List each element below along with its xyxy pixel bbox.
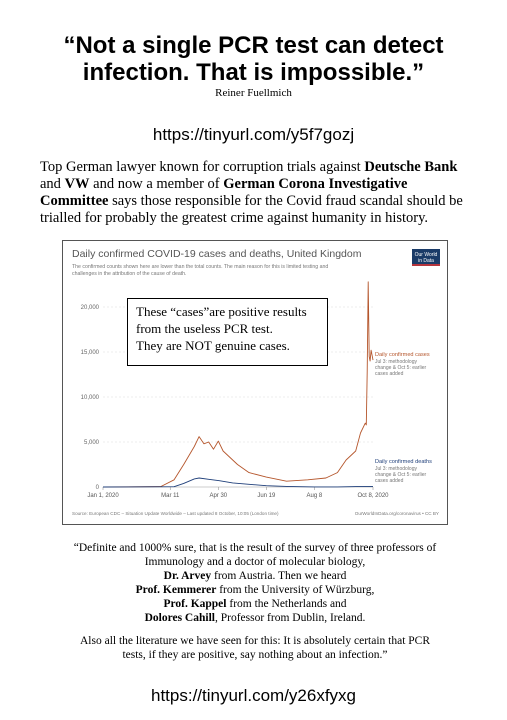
- quote-paragraph-1: [70, 541, 440, 625]
- headline-line-2: infection. That is impossible.”: [82, 59, 425, 86]
- x-tick-label: Aug 8: [306, 493, 323, 499]
- chart-source: Source: European CDC – Situation Update Worldwide – Last updated 8 October, 10:05 (London time): [72, 511, 279, 516]
- x-tick-label: Apr 30: [209, 493, 228, 499]
- deaths-annotation-name: Daily confirmed deaths: [375, 459, 432, 465]
- intro-bold: VW: [64, 176, 90, 192]
- intro-paragraph: [40, 159, 470, 227]
- callout-line-3: They are NOT genuine cases.: [136, 338, 290, 353]
- quote-text: from Austria. Then we heard: [211, 570, 347, 582]
- deaths-annotation: [375, 459, 432, 484]
- intro-text: Top German lawyer known for corruption trials against: [40, 159, 365, 175]
- intro-text: and: [40, 176, 65, 192]
- deaths-series-line: [103, 478, 373, 487]
- cases-annotation: [375, 352, 430, 377]
- x-tick-label: Oct 8, 2020: [357, 493, 389, 499]
- owid-logo-line-2: in Data: [418, 258, 434, 264]
- chart-svg: [63, 241, 447, 524]
- quote-name: Prof. Kemmerer: [135, 584, 217, 596]
- deaths-annotation-note-2: change & Oct 5: earlier: [375, 472, 427, 478]
- quote-name: Prof. Kappel: [163, 598, 227, 610]
- owid-logo-line-1: Our World: [414, 252, 438, 258]
- cases-annotation-note-2: change & Oct 5: earlier: [375, 365, 427, 371]
- cases-annotation-name: Daily confirmed cases: [375, 352, 430, 358]
- chart-subtitle-line-2: challenges in the attribution of the cause of death.: [72, 271, 187, 277]
- chart-title: Daily confirmed COVID-19 cases and deaths, United Kingdom: [72, 248, 362, 260]
- deaths-annotation-note-3: cases added: [375, 478, 404, 484]
- quote-text: , Professor from Dublin, Ireland.: [214, 612, 366, 624]
- quote-block: [70, 541, 440, 662]
- callout-line-1: These “cases”are positive results: [136, 304, 307, 319]
- url-top[interactable]: https://tinyurl.com/y5f7gozj: [152, 125, 355, 144]
- deaths-annotation-note-1: Jul 3: methodology: [375, 466, 417, 472]
- intro-bold: German Corona Investigative Committee: [40, 176, 408, 209]
- y-tick-label: 0: [95, 485, 99, 491]
- y-tick-label: 10,000: [80, 395, 99, 401]
- y-axis-ticks: [81, 305, 100, 491]
- url-bottom[interactable]: https://tinyurl.com/y26xfyxg: [150, 686, 357, 705]
- quote-text: from the Netherlands and: [226, 598, 347, 610]
- chart-footer-right: OurWorldInData.org/coronavirus • CC BY: [354, 511, 439, 516]
- headline: [0, 32, 507, 86]
- x-tick-label: Jan 1, 2020: [87, 493, 119, 499]
- x-tick-label: Jun 19: [257, 493, 276, 499]
- quote-text: “Definite and 1000% sure, that is the result of the survey of three professors of Immunology and a doctor of molecular biology,: [73, 542, 437, 568]
- y-tick-label: 5,000: [83, 440, 99, 446]
- chart-frame: [62, 240, 448, 525]
- owid-logo: [412, 249, 440, 266]
- y-tick-label: 15,000: [80, 350, 99, 356]
- callout-line-2: from the useless PCR test.: [136, 321, 273, 336]
- intro-bold: Deutsche Bank: [364, 159, 458, 175]
- quote-paragraph-2: Also all the literature we have seen for this: It is absolutely certain that PCR tests, if they are positive, say nothing about an infection.”: [79, 635, 431, 661]
- headline-line-1: “Not a single PCR test can detect: [63, 32, 444, 59]
- callout-box: [127, 298, 328, 366]
- quote-name: Dr. Arvey: [163, 570, 212, 582]
- quote-text: from the University of Würzburg,: [216, 584, 375, 596]
- cases-annotation-note-3: cases added: [375, 371, 404, 377]
- cases-annotation-note-1: Jul 3: methodology: [375, 359, 417, 365]
- x-tick-label: Mar 11: [161, 493, 180, 499]
- y-tick-label: 20,000: [80, 305, 99, 311]
- owid-logo-stripe: [412, 264, 440, 266]
- chart-subtitle-line-1: The confirmed counts shown here are lower than the total counts. The main reason for this is limited testing and: [72, 264, 329, 270]
- x-axis-ticks: [87, 487, 389, 499]
- quote-name: Dolores Cahill: [144, 612, 215, 624]
- attribution: Reiner Fuellmich: [215, 87, 292, 99]
- intro-text: and now a member of: [89, 176, 224, 192]
- intro-text: says those responsible for the Covid fraud scandal should be trialled for probably the greatest crime against humanity in history.: [40, 193, 463, 226]
